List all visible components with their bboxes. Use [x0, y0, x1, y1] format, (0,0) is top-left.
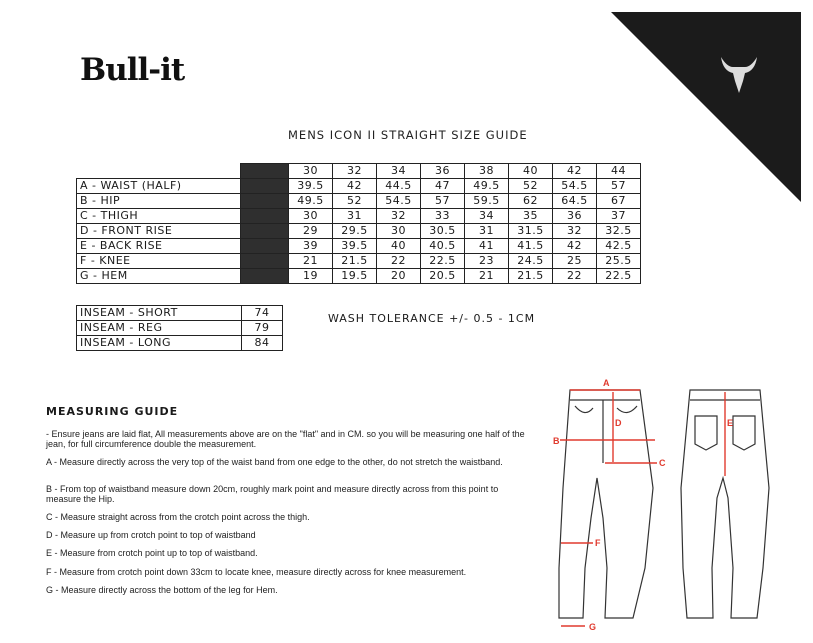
guide-item: - Ensure jeans are laid flat, All measurements above are on the "flat" and in CM. so you will be measuring one half of the jean, for full circumference double the measurement. [46, 429, 525, 449]
measure-value: 41 [465, 239, 509, 254]
measure-value: 19 [289, 269, 333, 284]
measure-value: 52 [333, 194, 377, 209]
inseam-label: INSEAM - REG [77, 321, 242, 336]
measure-value: 21 [465, 269, 509, 284]
label-cell [241, 224, 289, 239]
guide-item: C - Measure straight across from the crotch point across the thigh. [46, 512, 310, 522]
measure-value: 29.5 [333, 224, 377, 239]
measure-value: 62 [509, 194, 553, 209]
size-row [77, 179, 641, 194]
measure-value: 21 [289, 254, 333, 269]
wash-tolerance: WASH TOLERANCE +/- 0.5 - 1CM [328, 312, 536, 325]
measure-value: 40 [377, 239, 421, 254]
measure-value: 57 [597, 179, 641, 194]
size-header-row [77, 164, 641, 179]
guide-item: B - From top of waistband measure down 20cm, roughly mark point and measure directly across from this point to measure the Hip. [46, 484, 499, 504]
measure-label: A - WAIST (HALF) [77, 179, 241, 194]
measure-label: D - FRONT RISE [77, 224, 241, 239]
size-header: 40 [509, 164, 553, 179]
measure-value: 20.5 [421, 269, 465, 284]
measure-value: 22.5 [597, 269, 641, 284]
label-d: D [615, 418, 622, 428]
measure-value: 25.5 [597, 254, 641, 269]
measure-value: 20 [377, 269, 421, 284]
header-cell [241, 164, 289, 179]
measure-value: 40.5 [421, 239, 465, 254]
inseam-value: 79 [242, 321, 283, 336]
guide-item: F - Measure from crotch point down 33cm to locate knee, measure directly across for knee measurement. [46, 567, 467, 577]
inseam-row [77, 306, 283, 321]
measure-value: 57 [421, 194, 465, 209]
measure-value: 39.5 [333, 239, 377, 254]
brand-logo: Bull-it [80, 52, 185, 88]
measure-value: 21.5 [333, 254, 377, 269]
measure-label: E - BACK RISE [77, 239, 241, 254]
measure-value: 31 [465, 224, 509, 239]
measure-value: 37 [597, 209, 641, 224]
measure-value: 23 [465, 254, 509, 269]
measure-value: 35 [509, 209, 553, 224]
size-table [76, 163, 641, 284]
measure-value: 34 [465, 209, 509, 224]
label-e: E [727, 418, 734, 428]
measure-value: 67 [597, 194, 641, 209]
label-cell [241, 179, 289, 194]
jeans-diagram [545, 378, 785, 636]
measure-label: G - HEM [77, 269, 241, 284]
measure-value: 64.5 [553, 194, 597, 209]
measure-value: 21.5 [509, 269, 553, 284]
label-cell [241, 239, 289, 254]
inseam-value: 84 [242, 336, 283, 351]
measure-value: 47 [421, 179, 465, 194]
label-cell [241, 254, 289, 269]
measure-value: 49.5 [289, 194, 333, 209]
label-a: A [603, 378, 610, 388]
measure-value: 22 [553, 269, 597, 284]
measure-label: F - KNEE [77, 254, 241, 269]
size-header: 38 [465, 164, 509, 179]
size-row [77, 194, 641, 209]
label-cell [241, 209, 289, 224]
measure-value: 24.5 [509, 254, 553, 269]
size-header: 32 [333, 164, 377, 179]
label-g: G [589, 622, 597, 632]
size-row [77, 209, 641, 224]
label-cell [241, 269, 289, 284]
measure-value: 32 [377, 209, 421, 224]
measure-value: 52 [509, 179, 553, 194]
size-row [77, 239, 641, 254]
measure-value: 42 [553, 239, 597, 254]
measure-value: 31.5 [509, 224, 553, 239]
page-title: MENS ICON II STRAIGHT SIZE GUIDE [288, 128, 528, 142]
guide-item: D - Measure up from crotch point to top of waistband [46, 530, 256, 540]
inseam-label: INSEAM - LONG [77, 336, 242, 351]
measure-value: 25 [553, 254, 597, 269]
size-row [77, 254, 641, 269]
measure-value: 32.5 [597, 224, 641, 239]
guide-item: E - Measure from crotch point up to top of waistband. [46, 548, 258, 558]
size-header: 36 [421, 164, 465, 179]
size-header: 42 [553, 164, 597, 179]
size-row [77, 224, 641, 239]
measure-value: 59.5 [465, 194, 509, 209]
inseam-label: INSEAM - SHORT [77, 306, 242, 321]
measure-value: 54.5 [377, 194, 421, 209]
inseam-table [76, 305, 283, 351]
inseam-value: 74 [242, 306, 283, 321]
size-row [77, 269, 641, 284]
measure-value: 30.5 [421, 224, 465, 239]
measure-label: B - HIP [77, 194, 241, 209]
measure-value: 19.5 [333, 269, 377, 284]
measure-value: 22.5 [421, 254, 465, 269]
measure-value: 49.5 [465, 179, 509, 194]
size-header: 44 [597, 164, 641, 179]
inseam-row [77, 321, 283, 336]
measure-value: 33 [421, 209, 465, 224]
size-header: 34 [377, 164, 421, 179]
measure-value: 41.5 [509, 239, 553, 254]
label-c: C [659, 458, 666, 468]
measure-value: 39 [289, 239, 333, 254]
inseam-row [77, 336, 283, 351]
label-f: F [595, 538, 601, 548]
measure-value: 36 [553, 209, 597, 224]
measure-value: 31 [333, 209, 377, 224]
measure-value: 42 [333, 179, 377, 194]
measure-label: C - THIGH [77, 209, 241, 224]
label-cell [241, 194, 289, 209]
guide-item: A - Measure directly across the very top of the waist band from one edge to the other, do not stretch the waistband. [46, 457, 503, 467]
measure-value: 22 [377, 254, 421, 269]
measure-value: 29 [289, 224, 333, 239]
measure-value: 30 [289, 209, 333, 224]
front-jeans-outline [559, 390, 653, 618]
guide-item: G - Measure directly across the bottom of the leg for Hem. [46, 585, 278, 595]
label-b: B [553, 436, 560, 446]
measure-value: 42.5 [597, 239, 641, 254]
measure-value: 39.5 [289, 179, 333, 194]
measuring-guide-heading: MEASURING GUIDE [46, 405, 179, 418]
size-header: 30 [289, 164, 333, 179]
measure-value: 54.5 [553, 179, 597, 194]
measure-value: 32 [553, 224, 597, 239]
measure-value: 30 [377, 224, 421, 239]
measure-value: 44.5 [377, 179, 421, 194]
